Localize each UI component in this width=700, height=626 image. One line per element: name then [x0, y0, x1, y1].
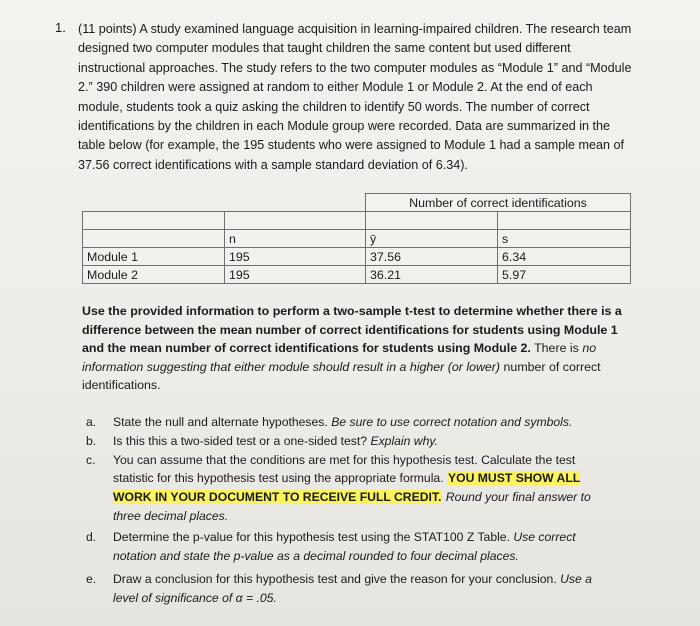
- item-highlight: YOU MUST SHOW ALL WORK IN YOUR DOCUMENT TO RECEIVE FULL CREDIT.: [113, 471, 581, 505]
- table-cell: [366, 212, 498, 230]
- question-intro-text: A study examined language acquisition in learning-impaired children. The research team designed two computer modules that taught children the same content but used different instructional approaches. The study refers to the two computer modules as “Module 1” and “Module 2.” 390 children were assigned at random to either Module 1 or Module 2. At the end of each module, students took a quiz asking the children to identify 50 words. The number of correct identifications by the children in each Module group were recorded. Data are summarized in the table below (for example, the 195 students who were assigned to Module 1 had a sample mean of 37.56 correct identifications with a sample standard deviation of 6.34).: [78, 22, 632, 172]
- item-e: [86, 570, 606, 608]
- task-instructions: [82, 302, 622, 395]
- row-sd: 5.97: [498, 266, 631, 284]
- task-italic-text: no information suggesting that either module should result in a higher (or lower): [82, 341, 597, 374]
- table-cell: [498, 212, 631, 230]
- question-number: 1.: [55, 20, 66, 35]
- row-sd: 6.34: [498, 248, 631, 266]
- table-cell: [225, 212, 366, 230]
- row-n: 195: [225, 266, 366, 284]
- table-header-sd: s: [498, 230, 631, 248]
- item-label: a.: [86, 415, 97, 429]
- table-cell: [83, 212, 225, 230]
- table-header-mean: ȳ: [366, 230, 498, 248]
- table-row: [83, 266, 631, 284]
- task-plain-text: There is: [534, 341, 579, 356]
- table-row: [83, 248, 631, 266]
- item-text: Draw a conclusion for this hypothesis test and give the reason for your conclusion.: [113, 572, 557, 587]
- table-header-n: n: [225, 230, 366, 248]
- item-a: [86, 413, 606, 432]
- item-italic: Explain why.: [370, 433, 438, 448]
- item-text: State the null and alternate hypotheses.: [113, 415, 328, 429]
- row-label: Module 1: [83, 248, 225, 266]
- table-blank-cell: [83, 194, 366, 212]
- item-d: [86, 528, 606, 566]
- question-intro: [78, 20, 638, 175]
- item-c: [86, 451, 606, 526]
- item-text: Determine the p-value for this hypothesis test using the STAT100 Z Table.: [113, 529, 510, 544]
- row-label: Module 2: [83, 266, 225, 284]
- item-italic: Round your final answer to three decimal places.: [113, 490, 591, 523]
- row-n: 195: [225, 248, 366, 266]
- item-label: b.: [86, 433, 97, 448]
- table-cell: [83, 230, 225, 248]
- item-italic: Use correct notation and state the p-value as a decimal rounded to four decimal places.: [113, 529, 576, 563]
- table-group-header: Number of correct identifications: [366, 194, 631, 212]
- task-tail-text: number of correct identifications.: [82, 359, 601, 393]
- item-b: [86, 432, 606, 451]
- item-label: e.: [86, 572, 97, 587]
- table-header-row: [83, 230, 631, 248]
- summary-table: [82, 193, 631, 284]
- table-spacer-row: [83, 212, 631, 230]
- table-group-header-row: [83, 194, 631, 212]
- item-italic: Be sure to use correct notation and symbols.: [331, 415, 573, 429]
- question-items: [86, 413, 606, 608]
- item-label: c.: [86, 452, 96, 467]
- item-text: You can assume that the conditions are met for this hypothesis test. Calculate the test statistic for this hypothesis test using the appropriate formula.: [113, 452, 576, 486]
- row-mean: 36.21: [366, 266, 498, 284]
- task-bold-text: Use the provided information to perform a two-sample t-test to determine whether there is a difference between the mean number of correct identifications for students using Module 1 and the mean number of correct identifications for students using Module 2.: [82, 304, 622, 356]
- item-italic: Use a level of significance of α = .05.: [113, 572, 592, 606]
- row-mean: 37.56: [366, 248, 498, 266]
- question-points: (11 points): [78, 22, 137, 36]
- item-text: Is this this a two-sided test or a one-sided test?: [113, 433, 368, 448]
- item-label: d.: [86, 529, 97, 544]
